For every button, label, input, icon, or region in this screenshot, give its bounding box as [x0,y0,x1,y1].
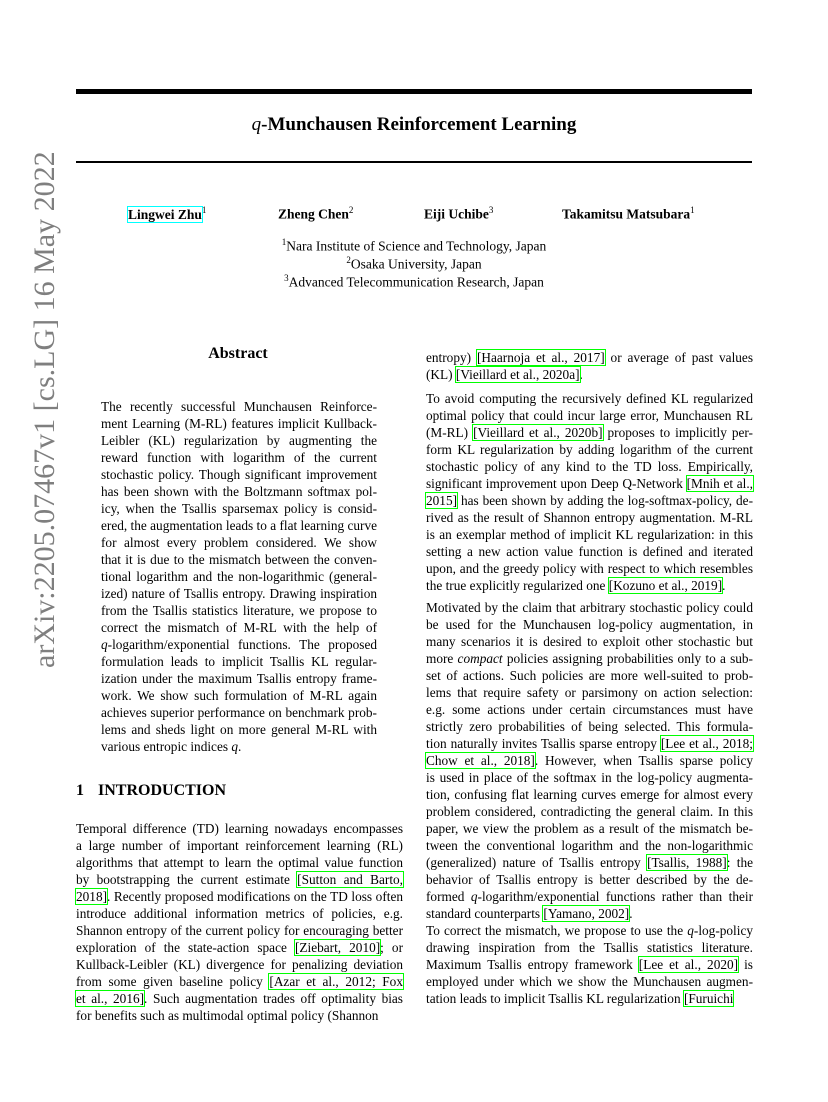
text-line: stochastic policy. Though significant improvement [101,467,377,482]
arxiv-identifier[interactable]: arXiv:2205.07467v1 [cs.LG] 16 May 2022 [28,151,61,668]
text-line: strictly zero probabilities of being selected. This formula- [426,719,753,734]
text-line: entropy) [Haarnoja et al., 2017] or average of past values [426,350,753,365]
text-line: problem considered, contradicting the general claim. In this [426,804,753,819]
text-line: To avoid computing the recursively defined KL regularized [426,391,753,406]
text-line: paper, we view the problem as a result of the mismatch be- [426,821,753,836]
text-line: various entropic indices q. [101,739,242,754]
text-line: that it is due to the mismatch between the conven- [101,552,377,567]
text-line: optimal policy that could incur large error, Munchausen RL [426,408,753,423]
text-line: Kullback-Leibler (KL) divergence for penalizing deviation [76,957,403,972]
citation-link[interactable]: Chow et al., 2018] [426,753,535,768]
text-line: Shannon entropy of the current policy for encouraging better [76,923,403,938]
text-line: formulation leads to implicit Tsallis KL regular- [101,654,377,669]
text-line: from some given baseline policy [Azar et al., 2012; Fox [76,974,403,989]
text-line: tation leads to implicit Tsallis KL regularization [Furuichi [426,991,734,1006]
citation-link[interactable]: 2018] [76,889,108,904]
introduction-body [76,820,403,1024]
text-line: reward function with logarithm of the current [101,450,377,465]
citation-link[interactable]: [Haarnoja et al., 2017] [476,350,605,365]
title-bottom-rule [76,161,752,163]
text-line: form KL regularization by adding logarithm of the current [426,442,753,457]
text-line: stochastic policy of any kind to the TD loss. Empirically, [426,459,753,474]
text-line: behavior of Tsallis entropy is better described by the de- [426,872,753,887]
text-line: for almost every problem considered. We show [101,535,377,550]
text-line: icy, when the Tsallis sparsemax policy is consid- [101,501,377,516]
right-paragraph-2 [426,599,753,922]
text-line: Maximum Tsallis entropy framework [Lee et al., 2020] is [426,957,753,972]
text-line: Leibler (KL) regularization by augmenting the [101,433,377,448]
citation-link[interactable]: [Ziebart, 2010] [294,940,381,955]
text-line: more compact policies assigning probabilities only to a sub- [426,651,753,666]
author-3: Eiji Uchibe$^3$ [424,205,494,222]
text-line: (KL) [Vieillard et al., 2020a]. [426,367,583,382]
text-line: ment Learning (M-RL) features implicit Kullback- [101,416,377,431]
text-line: a large number of important reinforcement learning (RL) [76,838,403,853]
text-line: correct the mismatch of M-RL with the help of [101,620,377,635]
text-line: lems that require safety or parsimony on action selection: [426,685,753,700]
citation-link[interactable]: 2015] [426,493,458,508]
right-paragraph-0 [426,349,753,383]
citation-link[interactable]: [Kozuno et al., 2019] [608,578,723,593]
text-line: et al., 2016]. Such augmentation trades off optimality bias [76,991,403,1006]
text-line: rived as the result of Shannon entropy augmentation. M-RL [426,510,753,525]
text-line: from the Tsallis statistics literature, we propose to [101,603,377,618]
text-line: has been shown with the Boltzmann softmax pol- [101,484,377,499]
author-1[interactable]: Lingwei Zhu$^1$ [128,205,207,222]
text-line: is an exemplar method of implicit KL regularization: in this [426,527,753,542]
citation-link[interactable]: [Tsallis, 1988] [647,855,727,870]
text-line: tion, confusing flat learning curves emerge for almost every [426,787,753,802]
text-line: (M-RL) [Vieillard et al., 2020b] proposes to implicitly per- [426,425,753,440]
text-line: Chow et al., 2018]. However, when Tsallis sparse policy [426,753,753,768]
citation-link[interactable]: [Furuichi [683,991,734,1006]
text-line: setting a new action value function is defined and iterated [426,544,753,559]
text-line: be used for the Munchausen log-policy augmentation, in [426,617,753,632]
text-line: drawing inspiration from the Tsallis statistics literature. [426,940,753,955]
text-line: 2015] has been shown by adding the log-softmax-policy, de- [426,493,753,508]
text-line: standard counterparts [Yamano, 2002]. [426,906,633,921]
text-line: (generalized) nature of Tsallis entropy [Tsallis, 1988]: the [426,855,754,870]
text-line: for benefits such as multimodal optimal policy (Shannon [76,1008,379,1023]
text-line: introduce additional information metrics of policies, e.g. [76,906,403,921]
citation-link[interactable]: [Vieillard et al., 2020a] [455,367,580,382]
title-top-rule [76,89,752,94]
text-line: Temporal difference (TD) learning nowadays encompasses [76,821,403,836]
affiliation-3: $^3$Advanced Telecommunication Research, Japan [284,273,544,290]
text-line: q-logarithm/exponential functions. The proposed [101,637,377,652]
right-paragraph-1 [426,390,753,594]
abstract-heading: Abstract [208,345,268,362]
text-line: is used in place of the softmax in the log-policy augmenta- [426,770,753,785]
abstract-body [101,398,377,755]
text-line: many scenarios it is desired to exploit other stochastic but [426,634,753,649]
text-line: achieves superior performance on benchmark prob- [101,705,377,720]
text-line: algorithms that attempt to learn the optimal value function [76,855,403,870]
affiliation-1: $^1$Nara Institute of Science and Technology, Japan [281,237,547,254]
text-line: significant improvement upon Deep Q-Network [Mnih et al., [426,476,753,491]
text-line: the true explicitly regularized one [Kozuno et al., 2019]. [426,578,726,593]
section-heading-introduction: 1 INTRODUCTION [76,782,227,799]
text-line: lems and sheds light on more general M-RL with [101,722,377,737]
text-line: To correct the mismatch, we propose to use the q-log-policy [426,923,753,938]
text-line: ered, the augmentation leads to a flat learning curve [101,518,377,533]
text-line: employed under which we show the Munchausen augmen- [426,974,753,989]
author-2: Zheng Chen$^2$ [278,205,354,222]
text-line: work. We show such formulation of M-RL again [101,688,377,703]
affiliation-2: $^2$Osaka University, Japan [346,255,482,272]
text-line: by bootstrapping the current estimate [Sutton and Barto, [76,872,403,887]
text-line: Motivated by the claim that arbitrary stochastic policy could [426,600,753,615]
citation-link[interactable]: et al., 2016] [76,991,145,1006]
text-line: upon, and the greedy policy with respect to which resembles [426,561,753,576]
text-line: ization under the maximum Tsallis entropy frame- [101,671,377,686]
citation-link[interactable]: [Mnih et al., [686,476,753,491]
citation-link[interactable]: [Azar et al., 2012; Fox [269,974,403,989]
text-line: formed q-logarithm/exponential functions rather than their [426,889,753,904]
text-line: e.g. some actions under certain circumstances must have [426,702,753,717]
citation-link[interactable]: [Yamano, 2002] [543,906,630,921]
text-line: set of actions. Such policies are more well-suited to prob- [426,668,753,683]
paper-title: q-Munchausen Reinforcement Learning [251,114,577,135]
text-line: ized) nature of Tsallis entropy. Drawing inspiration [101,586,377,601]
right-paragraph-3 [426,922,753,1007]
citation-link[interactable]: [Lee et al., 2020] [638,957,739,972]
citation-link[interactable]: [Lee et al., 2018; [660,736,753,751]
text-line: 2018]. Recently proposed modifications on the TD loss often [76,889,403,904]
citation-link[interactable]: [Vieillard et al., 2020b] [473,425,603,440]
text-line: tional logarithm and the non-logarithmic (general- [101,569,377,584]
text-line: The recently successful Munchausen Reinforce- [101,399,377,414]
text-line: exploration of the state-action space [Ziebart, 2010]; or [76,940,403,955]
text-line: tween the conventional logarithm and the non-logarithmic [426,838,753,853]
text-line: tion naturally invites Tsallis sparse entropy [Lee et al., 2018; [426,736,753,751]
citation-link[interactable]: [Sutton and Barto, [297,872,403,887]
author-4: Takamitsu Matsubara$^1$ [562,205,695,222]
